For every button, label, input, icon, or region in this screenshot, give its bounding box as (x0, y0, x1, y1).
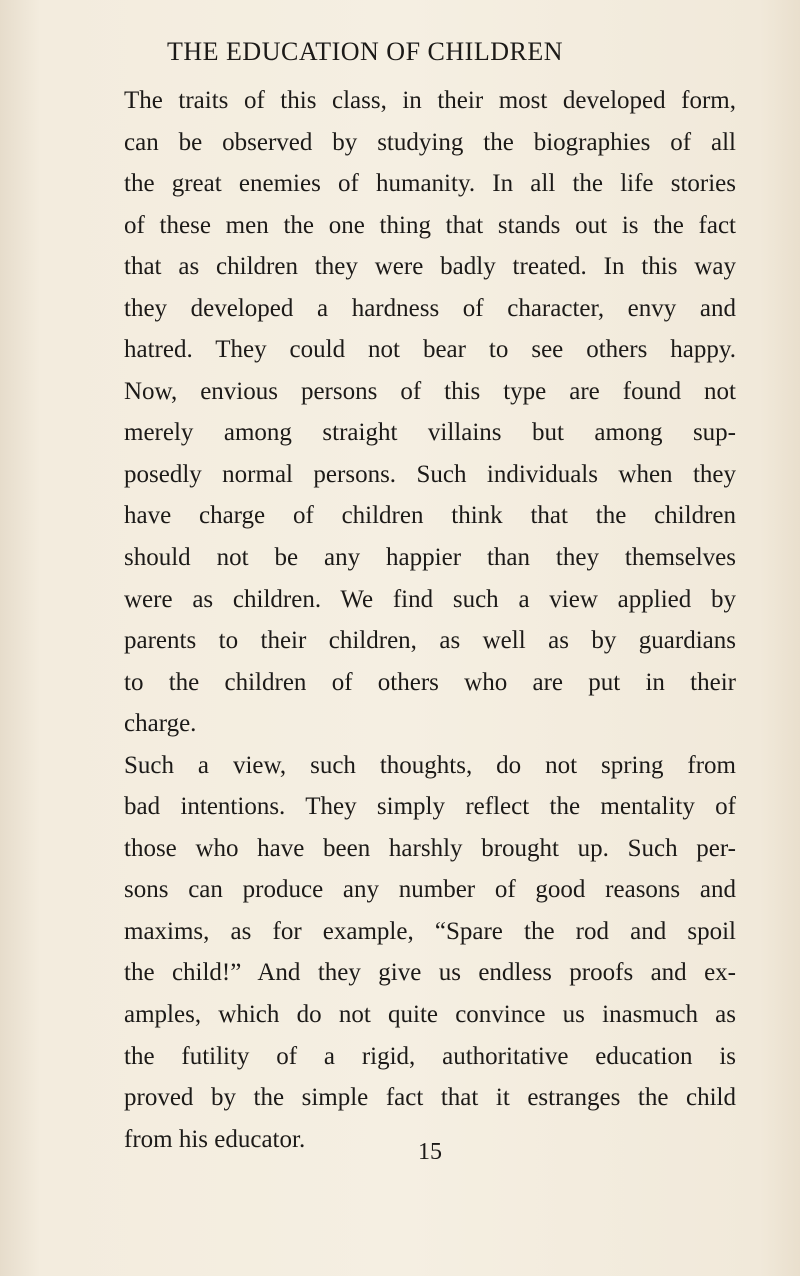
text-line: were as children. We find such a view applied by (124, 585, 736, 613)
text-line: Now, envious persons of this type are found not (124, 377, 736, 405)
text-line: the futility of a rigid, authoritative education is (124, 1042, 736, 1070)
text-line: to the children of others who are put in their (124, 668, 736, 696)
text-line: amples, which do not quite convince us inasmuch as (124, 1001, 736, 1029)
text-line: hatred. They could not bear to see others happy. (124, 336, 736, 364)
text-line: from his educator. (124, 1125, 306, 1153)
text-line: posedly normal persons. Such individuals when they (124, 460, 736, 488)
text-line: should not be any happier than they themselves (124, 544, 736, 572)
text-line: Such a view, such thoughts, do not spring from (124, 751, 736, 779)
text-line: they developed a hardness of character, envy and (124, 294, 736, 322)
text-line: the great enemies of humanity. In all the life stories (124, 170, 736, 198)
text-line: parents to their children, as well as by guardians (124, 627, 736, 655)
page-number: 15 (418, 1139, 442, 1165)
text-line: charge. (124, 710, 197, 738)
text-line: merely among straight villains but among sup- (124, 419, 736, 447)
text-line: the child!” And they give us endless proofs and ex- (124, 959, 736, 987)
text-line: of these men the one thing that stands out is the fact (124, 211, 736, 239)
text-line: can be observed by studying the biographies of all (124, 128, 736, 156)
body-text (124, 80, 736, 1160)
text-line: sons can produce any number of good reasons and (124, 876, 736, 904)
text-line: proved by the simple fact that it estranges the child (124, 1084, 736, 1112)
text-line: have charge of children think that the children (124, 502, 736, 530)
text-line: that as children they were badly treated. In this way (124, 253, 736, 281)
text-line: those who have been harshly brought up. Such per- (124, 834, 736, 862)
text-line: The traits of this class, in their most developed form, (124, 87, 736, 114)
text-line: bad intentions. They simply reflect the mentality of (124, 793, 736, 821)
running-head: THE EDUCATION OF CHILDREN (167, 37, 563, 66)
text-line: maxims, as for example, “Spare the rod and spoil (124, 917, 736, 945)
